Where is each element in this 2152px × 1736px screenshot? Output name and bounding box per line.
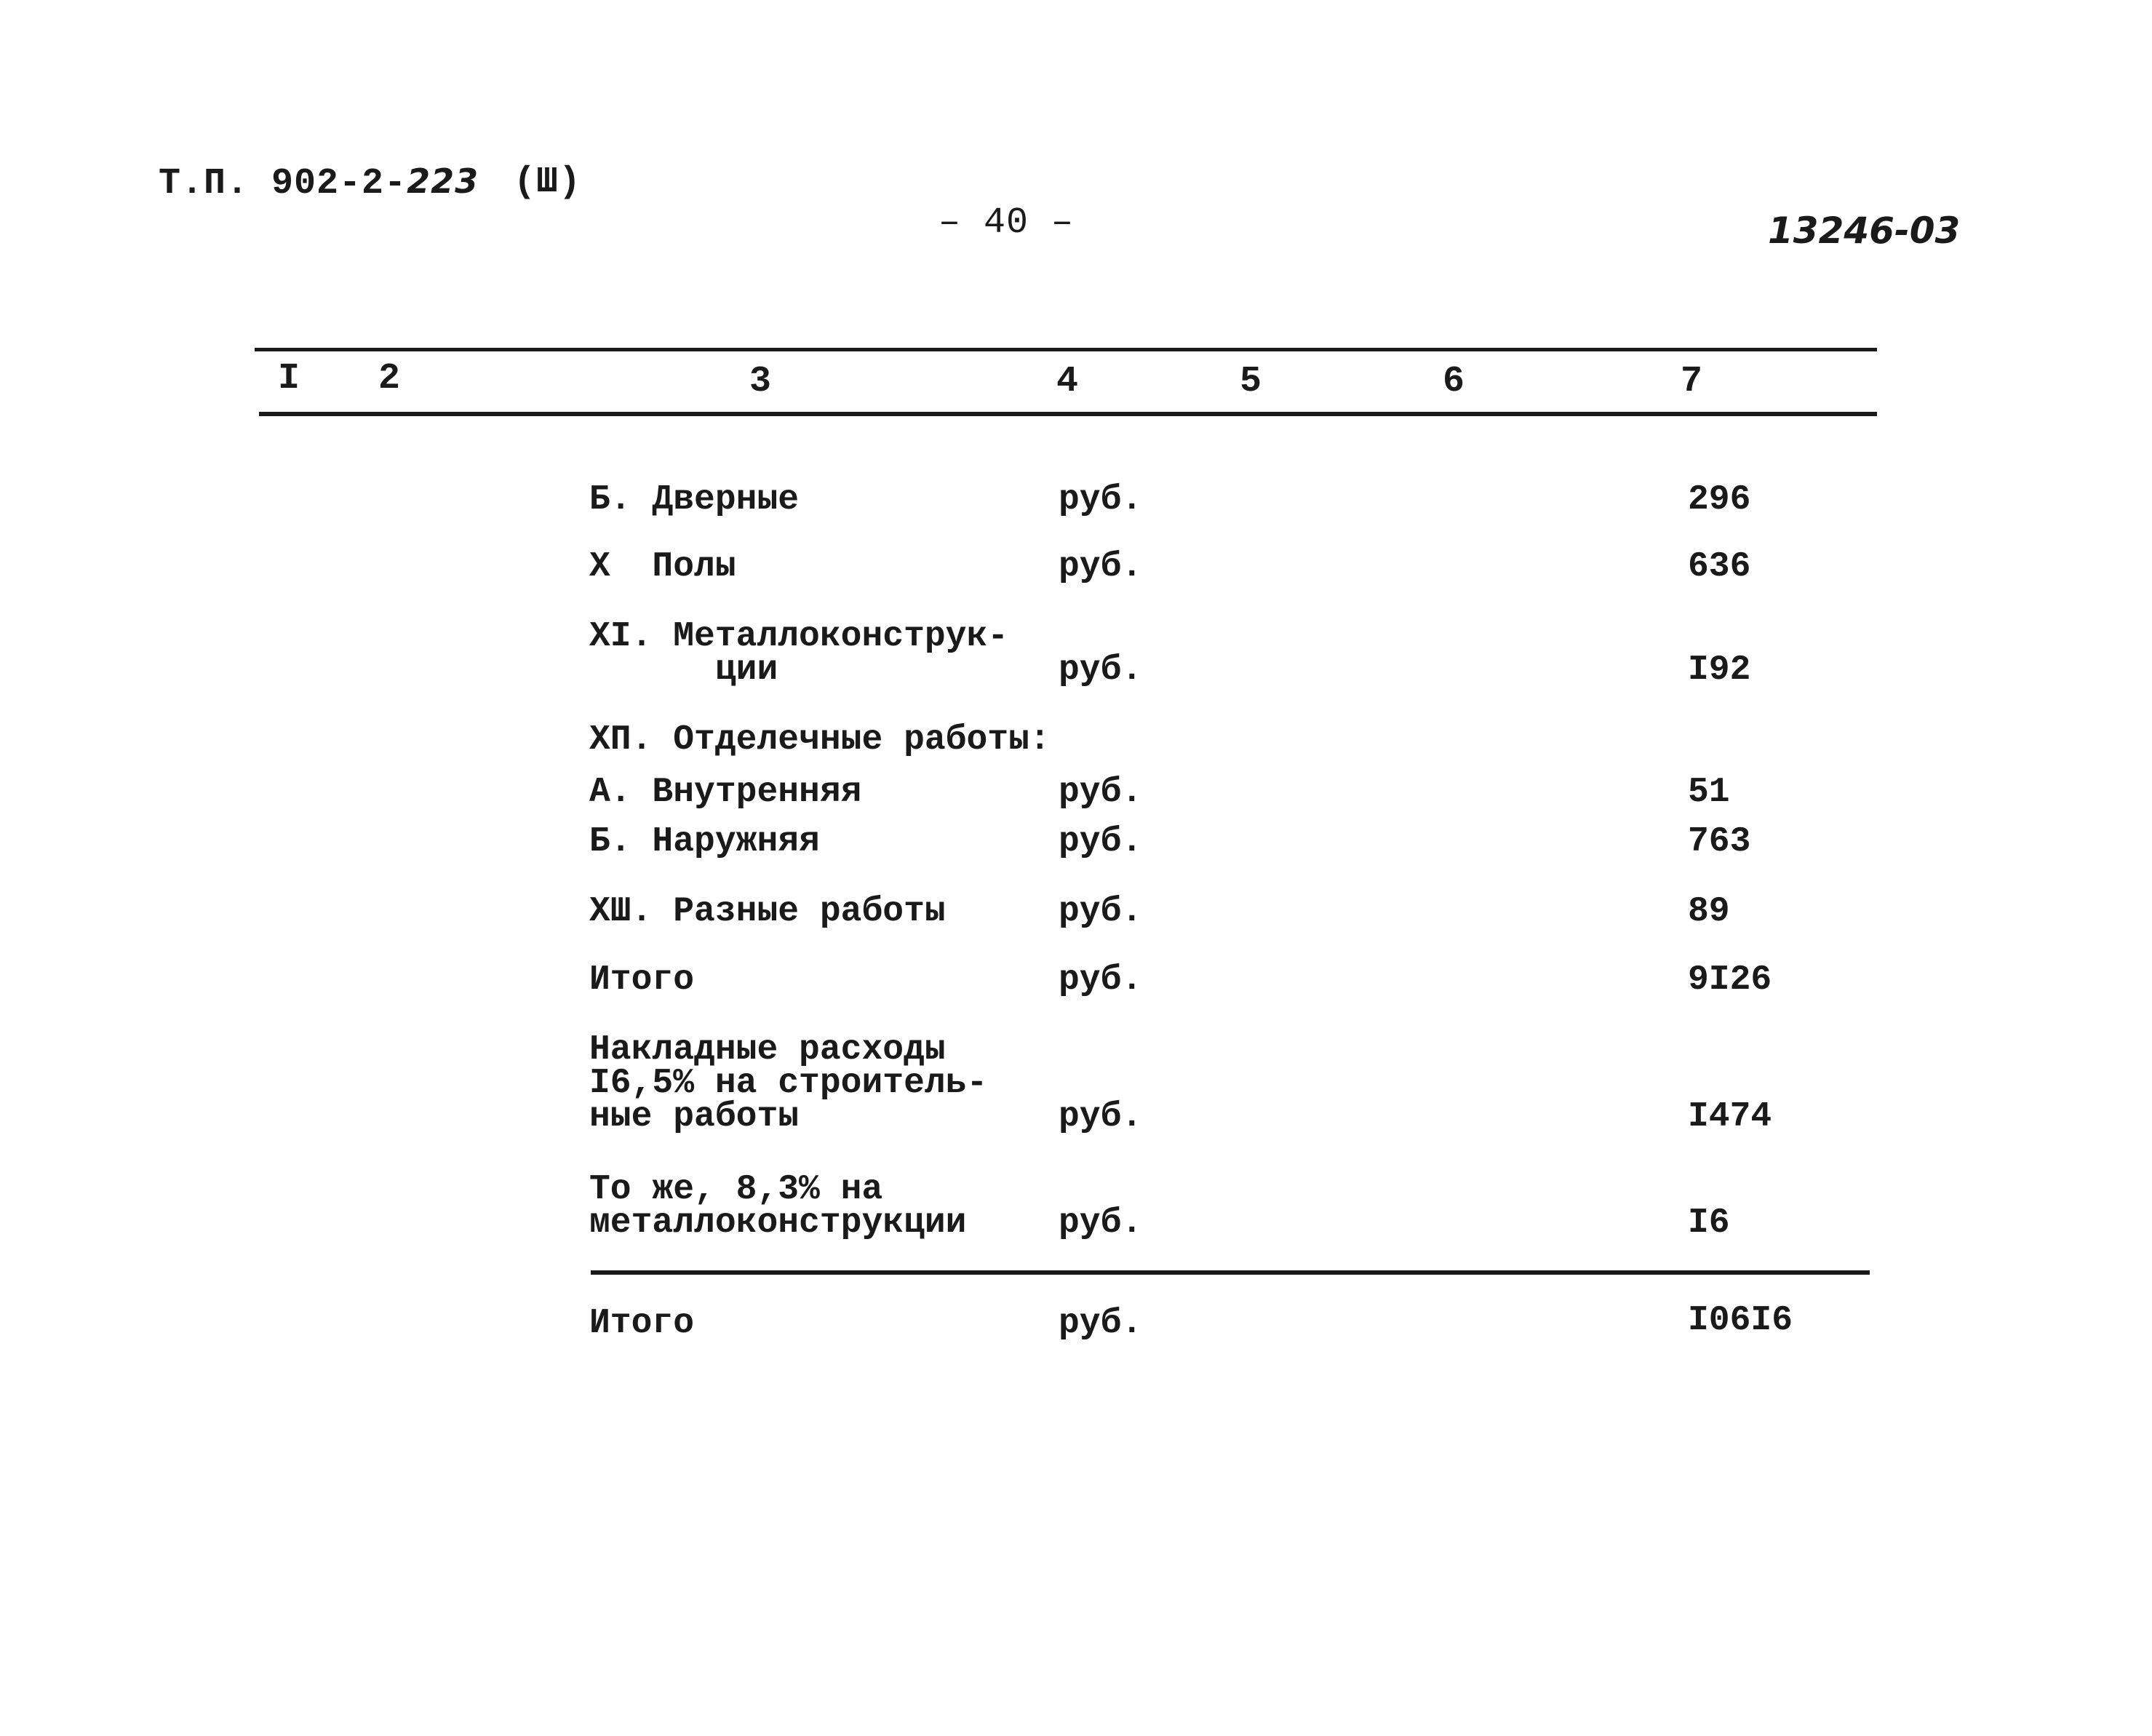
document-code-handwritten: 223 bbox=[407, 162, 479, 201]
total-value: I06I6 bbox=[1688, 1301, 1793, 1340]
row-value: I474 bbox=[1688, 1097, 1772, 1136]
row-description: Итого bbox=[589, 960, 695, 1000]
document-code bbox=[159, 162, 479, 204]
column-header-4: 4 bbox=[1056, 361, 1079, 402]
row-unit: руб. bbox=[1059, 547, 1143, 586]
total-rule bbox=[591, 1270, 1870, 1275]
row-unit: руб. bbox=[1059, 960, 1143, 1000]
row-value: 296 bbox=[1688, 480, 1751, 519]
row-description: То же, 8,3% на металлоконструкции bbox=[589, 1170, 967, 1243]
row-value: 9I26 bbox=[1688, 960, 1772, 1000]
column-header-6: 6 bbox=[1443, 361, 1465, 402]
row-unit: руб. bbox=[1059, 822, 1143, 861]
column-header-3: 3 bbox=[749, 361, 772, 402]
row-unit: руб. bbox=[1059, 1203, 1143, 1243]
row-value: I6 bbox=[1688, 1203, 1730, 1243]
volume-label: (Ш) bbox=[514, 162, 582, 203]
row-unit: руб. bbox=[1059, 650, 1143, 690]
column-header-5: 5 bbox=[1240, 361, 1262, 402]
row-description: Х Полы bbox=[589, 547, 736, 586]
row-description: Накладные расходы I6,5% на строитель- ные работы bbox=[589, 1030, 988, 1136]
row-value: 636 bbox=[1688, 547, 1751, 586]
table-top-rule bbox=[255, 348, 1877, 351]
row-unit: руб. bbox=[1059, 480, 1143, 519]
page-number: – 40 – bbox=[938, 202, 1075, 244]
document-code-printed: Т.П. 902-2- bbox=[159, 163, 407, 204]
table-header-bottom-rule bbox=[259, 412, 1877, 416]
column-header-7: 7 bbox=[1681, 361, 1703, 402]
row-description: Б. Дверные bbox=[589, 480, 800, 519]
row-unit: руб. bbox=[1059, 892, 1143, 931]
archive-number: 13246-03 bbox=[1768, 210, 1961, 252]
total-unit: руб. bbox=[1059, 1304, 1143, 1343]
total-description: Итого bbox=[589, 1304, 695, 1343]
row-value: 89 bbox=[1688, 892, 1730, 931]
row-description: Б. Наружняя bbox=[589, 822, 820, 861]
row-description: А. Внутренняя bbox=[589, 773, 862, 812]
row-value: 763 bbox=[1688, 822, 1751, 861]
column-header-2: 2 bbox=[378, 358, 401, 399]
row-description: XП. Отделечные работы: bbox=[589, 720, 1051, 760]
row-description: XI. Металлоконструк- ции bbox=[589, 617, 1009, 690]
row-value: I92 bbox=[1688, 650, 1751, 690]
row-description: XШ. Разные работы bbox=[589, 892, 946, 931]
column-header-1: I bbox=[278, 358, 300, 399]
row-value: 51 bbox=[1688, 773, 1730, 812]
row-unit: руб. bbox=[1059, 1097, 1143, 1136]
row-unit: руб. bbox=[1059, 773, 1143, 812]
